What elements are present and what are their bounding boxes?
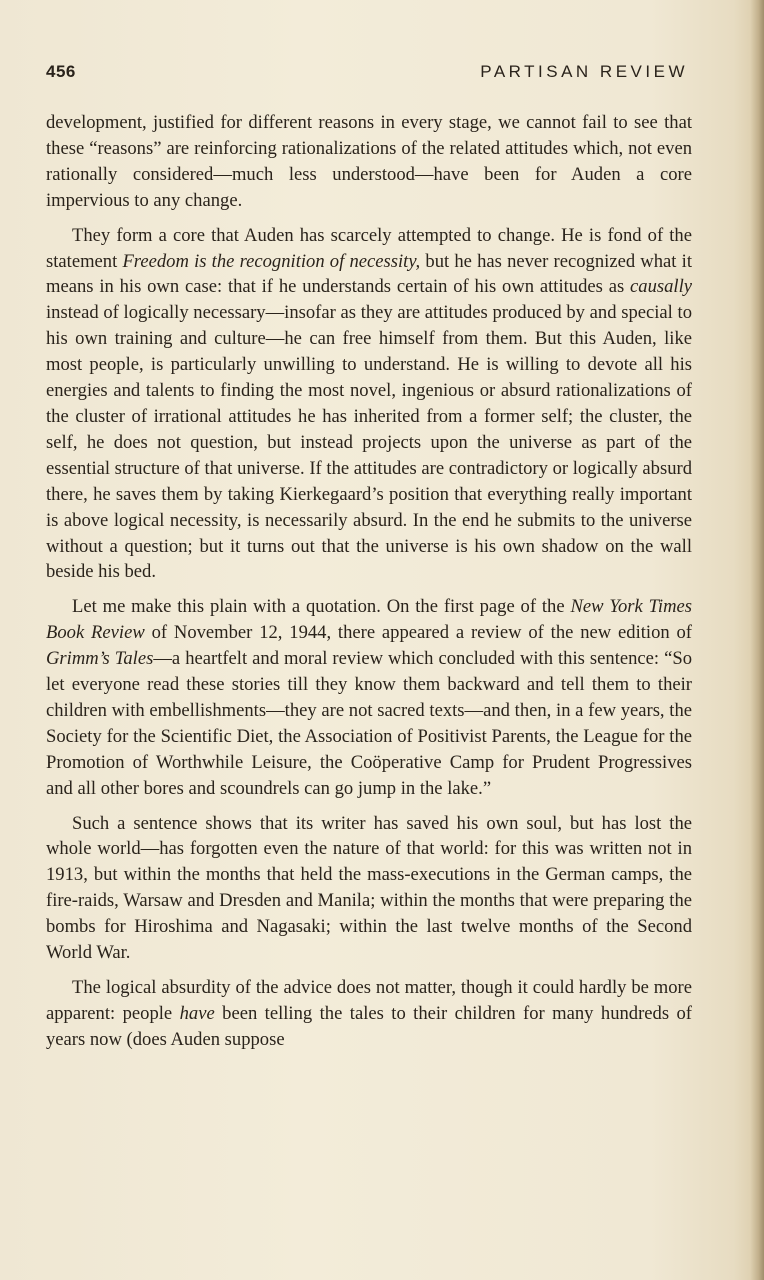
text-run: but he has never recognized what it means in his own case: that if he understands certain of his own attitudes as bbox=[46, 250, 692, 298]
text-run: Let me make this plain with a quotation. On the first page of the bbox=[72, 596, 571, 618]
paragraph-1 bbox=[46, 110, 692, 214]
text-run: Such a sentence shows that its writer has saved his own soul, but has lost the whole world—has forgotten even the nature of that world: for this was written not in 1913, but within the months that held the mass-executions in the German camps, the fire-raids, Warsaw and Dresden and Manila; within the months that were preparing the bombs for Hiroshima and Nagasaki; within the last twelve months of the Second World War. bbox=[46, 812, 692, 964]
italic-run: Freedom is the recognition of necessity, bbox=[122, 250, 421, 272]
italic-run: Grimm’s Tales bbox=[46, 648, 154, 670]
italic-run: New York Times Book Review bbox=[46, 596, 692, 644]
paragraph-4 bbox=[46, 811, 692, 966]
text-run: of November 12, 1944, there appeared a review of the new edition of bbox=[144, 622, 692, 644]
running-head bbox=[46, 62, 688, 88]
italic-run: causally bbox=[630, 276, 692, 298]
paragraph-2 bbox=[46, 223, 692, 586]
text-run: been telling the tales to their children for many hundreds of years now (does Auden suppose bbox=[46, 1002, 692, 1050]
text-run: instead of logically necessary—insofar as they are attitudes produced by and special to his own training and culture—he can free himself from them. But this Auden, like most people, is particularly unwilling to understand. He is willing to devote all his energies and talents to finding the most novel, ingenious or absurd rationalizations of the cluster of irrational attitudes he has inherited from a former self; the cluster, the self, he does not question, but instead projects upon the universe as part of the essential structure of that universe. If the attitudes are contradictory or logically absurd there, he saves them by taking Kierkegaard’s position that everything really important is above logical necessity, is necessarily absurd. In the end he submits to the universe without a question; but it turns out that the universe is his own shadow on the wall beside his bed. bbox=[46, 302, 692, 583]
page-edge-shadow bbox=[750, 0, 764, 1280]
text-run: development, justified for different reasons in every stage, we cannot fail to see that these “reasons” are reinforcing rationalizations of the related attitudes which, not even rationally considered—much less understood—have been for Auden a core impervious to any change. bbox=[46, 112, 692, 211]
paragraph-3 bbox=[46, 594, 692, 801]
text-run: —a heartfelt and moral review which concluded with this sentence: “So let everyone read these stories till they know them backward and tell them to their children with embellishments—they are not sacred texts—and then, in a few years, the Society for the Scientific Diet, the Association of Positivist Parents, the League for the Promotion of Worthwhile Leisure, the Coöperative Camp for Prudent Progressives and all other bores and scoundrels can go jump in the lake.” bbox=[46, 648, 692, 799]
body-text bbox=[46, 110, 692, 1053]
text-run: They form a core that Auden has scarcely attempted to change. He is fond of the statement bbox=[46, 224, 692, 272]
text-run: The logical absurdity of the advice does not matter, though it could hardly be more apparent: people bbox=[46, 977, 692, 1024]
page-number: 456 bbox=[46, 62, 76, 81]
italic-run: have bbox=[179, 1002, 215, 1024]
journal-title: PARTISAN REVIEW bbox=[480, 62, 688, 81]
paragraph-5 bbox=[46, 975, 692, 1053]
